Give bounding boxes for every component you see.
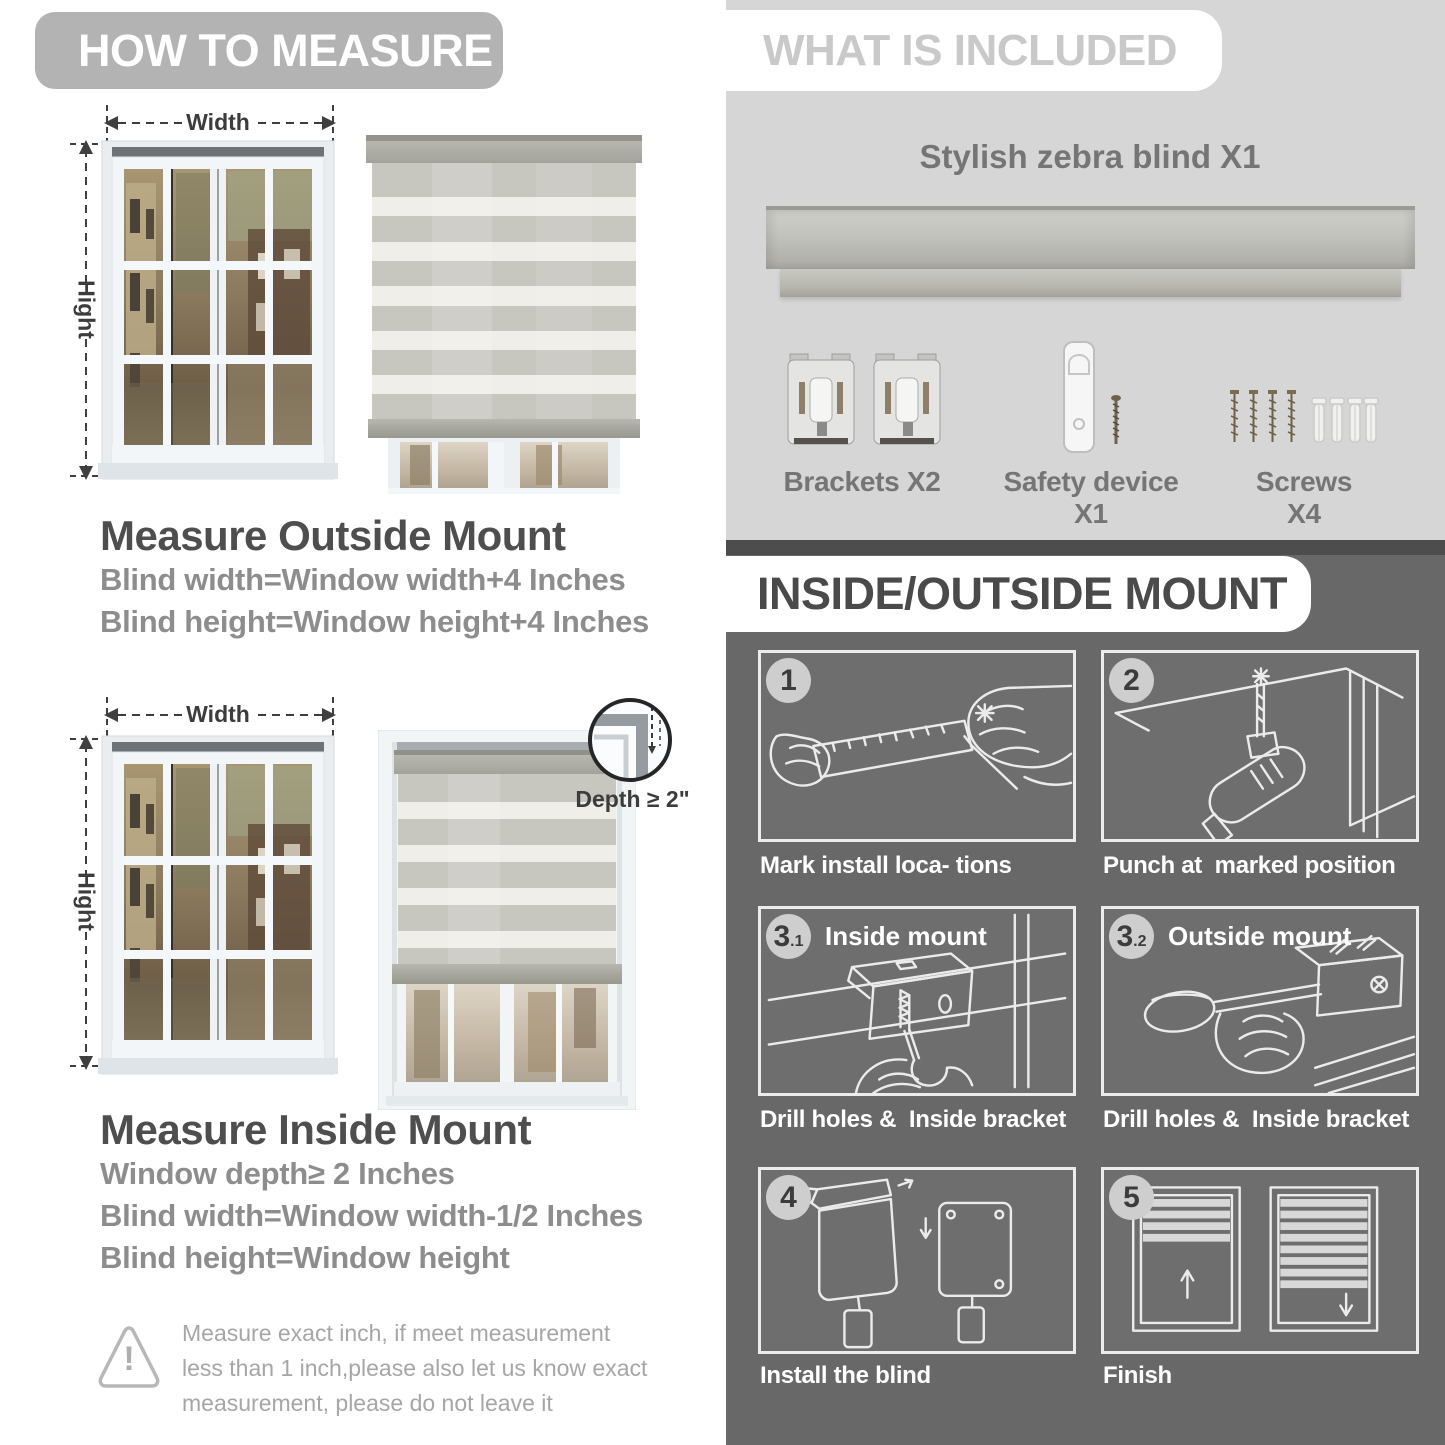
width-label-inside: Width bbox=[186, 701, 250, 727]
screws-image bbox=[1228, 390, 1380, 448]
step-1-caption: Mark install loca- tions bbox=[760, 852, 1012, 879]
inside-outside-mount-title: INSIDE/OUTSIDE MOUNT bbox=[757, 568, 1288, 619]
step-2-caption: Punch at marked position bbox=[1103, 852, 1396, 879]
safety-device-label: Safety device X1 bbox=[1003, 466, 1179, 529]
headrail-bottom-bar bbox=[780, 269, 1401, 297]
step-panel-2 bbox=[1101, 650, 1419, 842]
step-3-1-title: Inside mount bbox=[825, 921, 987, 951]
step-3-2-title: Outside mount bbox=[1168, 921, 1352, 951]
step-3-1-badge: 3 .1 bbox=[766, 914, 811, 959]
screws-label: Screws X4 bbox=[1255, 466, 1353, 529]
safety-device-image bbox=[1060, 340, 1134, 456]
warning-exclamation: ! bbox=[123, 1340, 135, 1378]
how-to-measure-header bbox=[35, 12, 503, 89]
what-is-included-header bbox=[726, 10, 1222, 91]
measure-warning bbox=[95, 1316, 655, 1416]
outside-mount-line-2: Blind height=Window height+4 Inches bbox=[100, 604, 649, 639]
inside-mount-line-1: Window depth≥ 2 Inches bbox=[100, 1156, 455, 1191]
window-photo-inside bbox=[98, 728, 338, 1080]
brackets-label: Brackets X2 bbox=[783, 466, 941, 497]
section-divider bbox=[726, 540, 1445, 555]
zebra-blind-label: Stylish zebra blind X1 bbox=[919, 138, 1261, 175]
step-5-badge: 5 bbox=[1109, 1175, 1154, 1220]
depth-magnifier bbox=[584, 694, 676, 786]
step-3-2-caption: Drill holes & Inside bracket bbox=[1103, 1106, 1410, 1133]
how-to-measure-title: HOW TO MEASURE bbox=[78, 24, 493, 76]
step-3-1-caption: Drill holes & Inside bracket bbox=[760, 1106, 1067, 1133]
height-label-inside: Hight bbox=[73, 872, 100, 931]
inside-mount-line-3: Blind height=Window height bbox=[100, 1240, 510, 1275]
what-is-included-title: WHAT IS INCLUDED bbox=[763, 25, 1178, 75]
inside-mount-heading: Measure Inside Mount bbox=[100, 1106, 532, 1153]
step-3-2-badge: 3 .2 bbox=[1109, 914, 1154, 959]
headrail-image bbox=[766, 206, 1415, 269]
step-5-caption: Finish bbox=[1103, 1362, 1172, 1389]
step-panel-5 bbox=[1101, 1167, 1419, 1354]
step-panel-3-1 bbox=[758, 906, 1076, 1096]
step-2-badge: 2 bbox=[1109, 658, 1154, 703]
outside-mount-line-1: Blind width=Window width+4 Inches bbox=[100, 562, 626, 597]
inside-mount-line-2: Blind width=Window width-1/2 Inches bbox=[100, 1198, 643, 1233]
inside-outside-mount-header bbox=[726, 556, 1311, 632]
blind-photo-outside bbox=[366, 133, 642, 494]
warning-text: Measure exact inch, if meet measurement less than 1 inch,please also let us know exact measurement, please do not leave it bbox=[182, 1320, 648, 1416]
depth-note: Depth ≥ 2" bbox=[575, 786, 690, 812]
step-1-badge: 1 bbox=[766, 658, 811, 703]
height-label-outside: Hight bbox=[73, 280, 100, 339]
window-photo-outside bbox=[98, 133, 338, 485]
outside-mount-heading: Measure Outside Mount bbox=[100, 512, 566, 559]
step-4-badge: 4 bbox=[766, 1175, 811, 1220]
width-label-outside: Width bbox=[186, 109, 250, 135]
step-4-caption: Install the blind bbox=[760, 1362, 931, 1389]
step-panel-4 bbox=[758, 1167, 1076, 1354]
brackets-image bbox=[786, 352, 942, 452]
step-panel-3-2 bbox=[1101, 906, 1419, 1096]
step-panel-1 bbox=[758, 650, 1076, 842]
